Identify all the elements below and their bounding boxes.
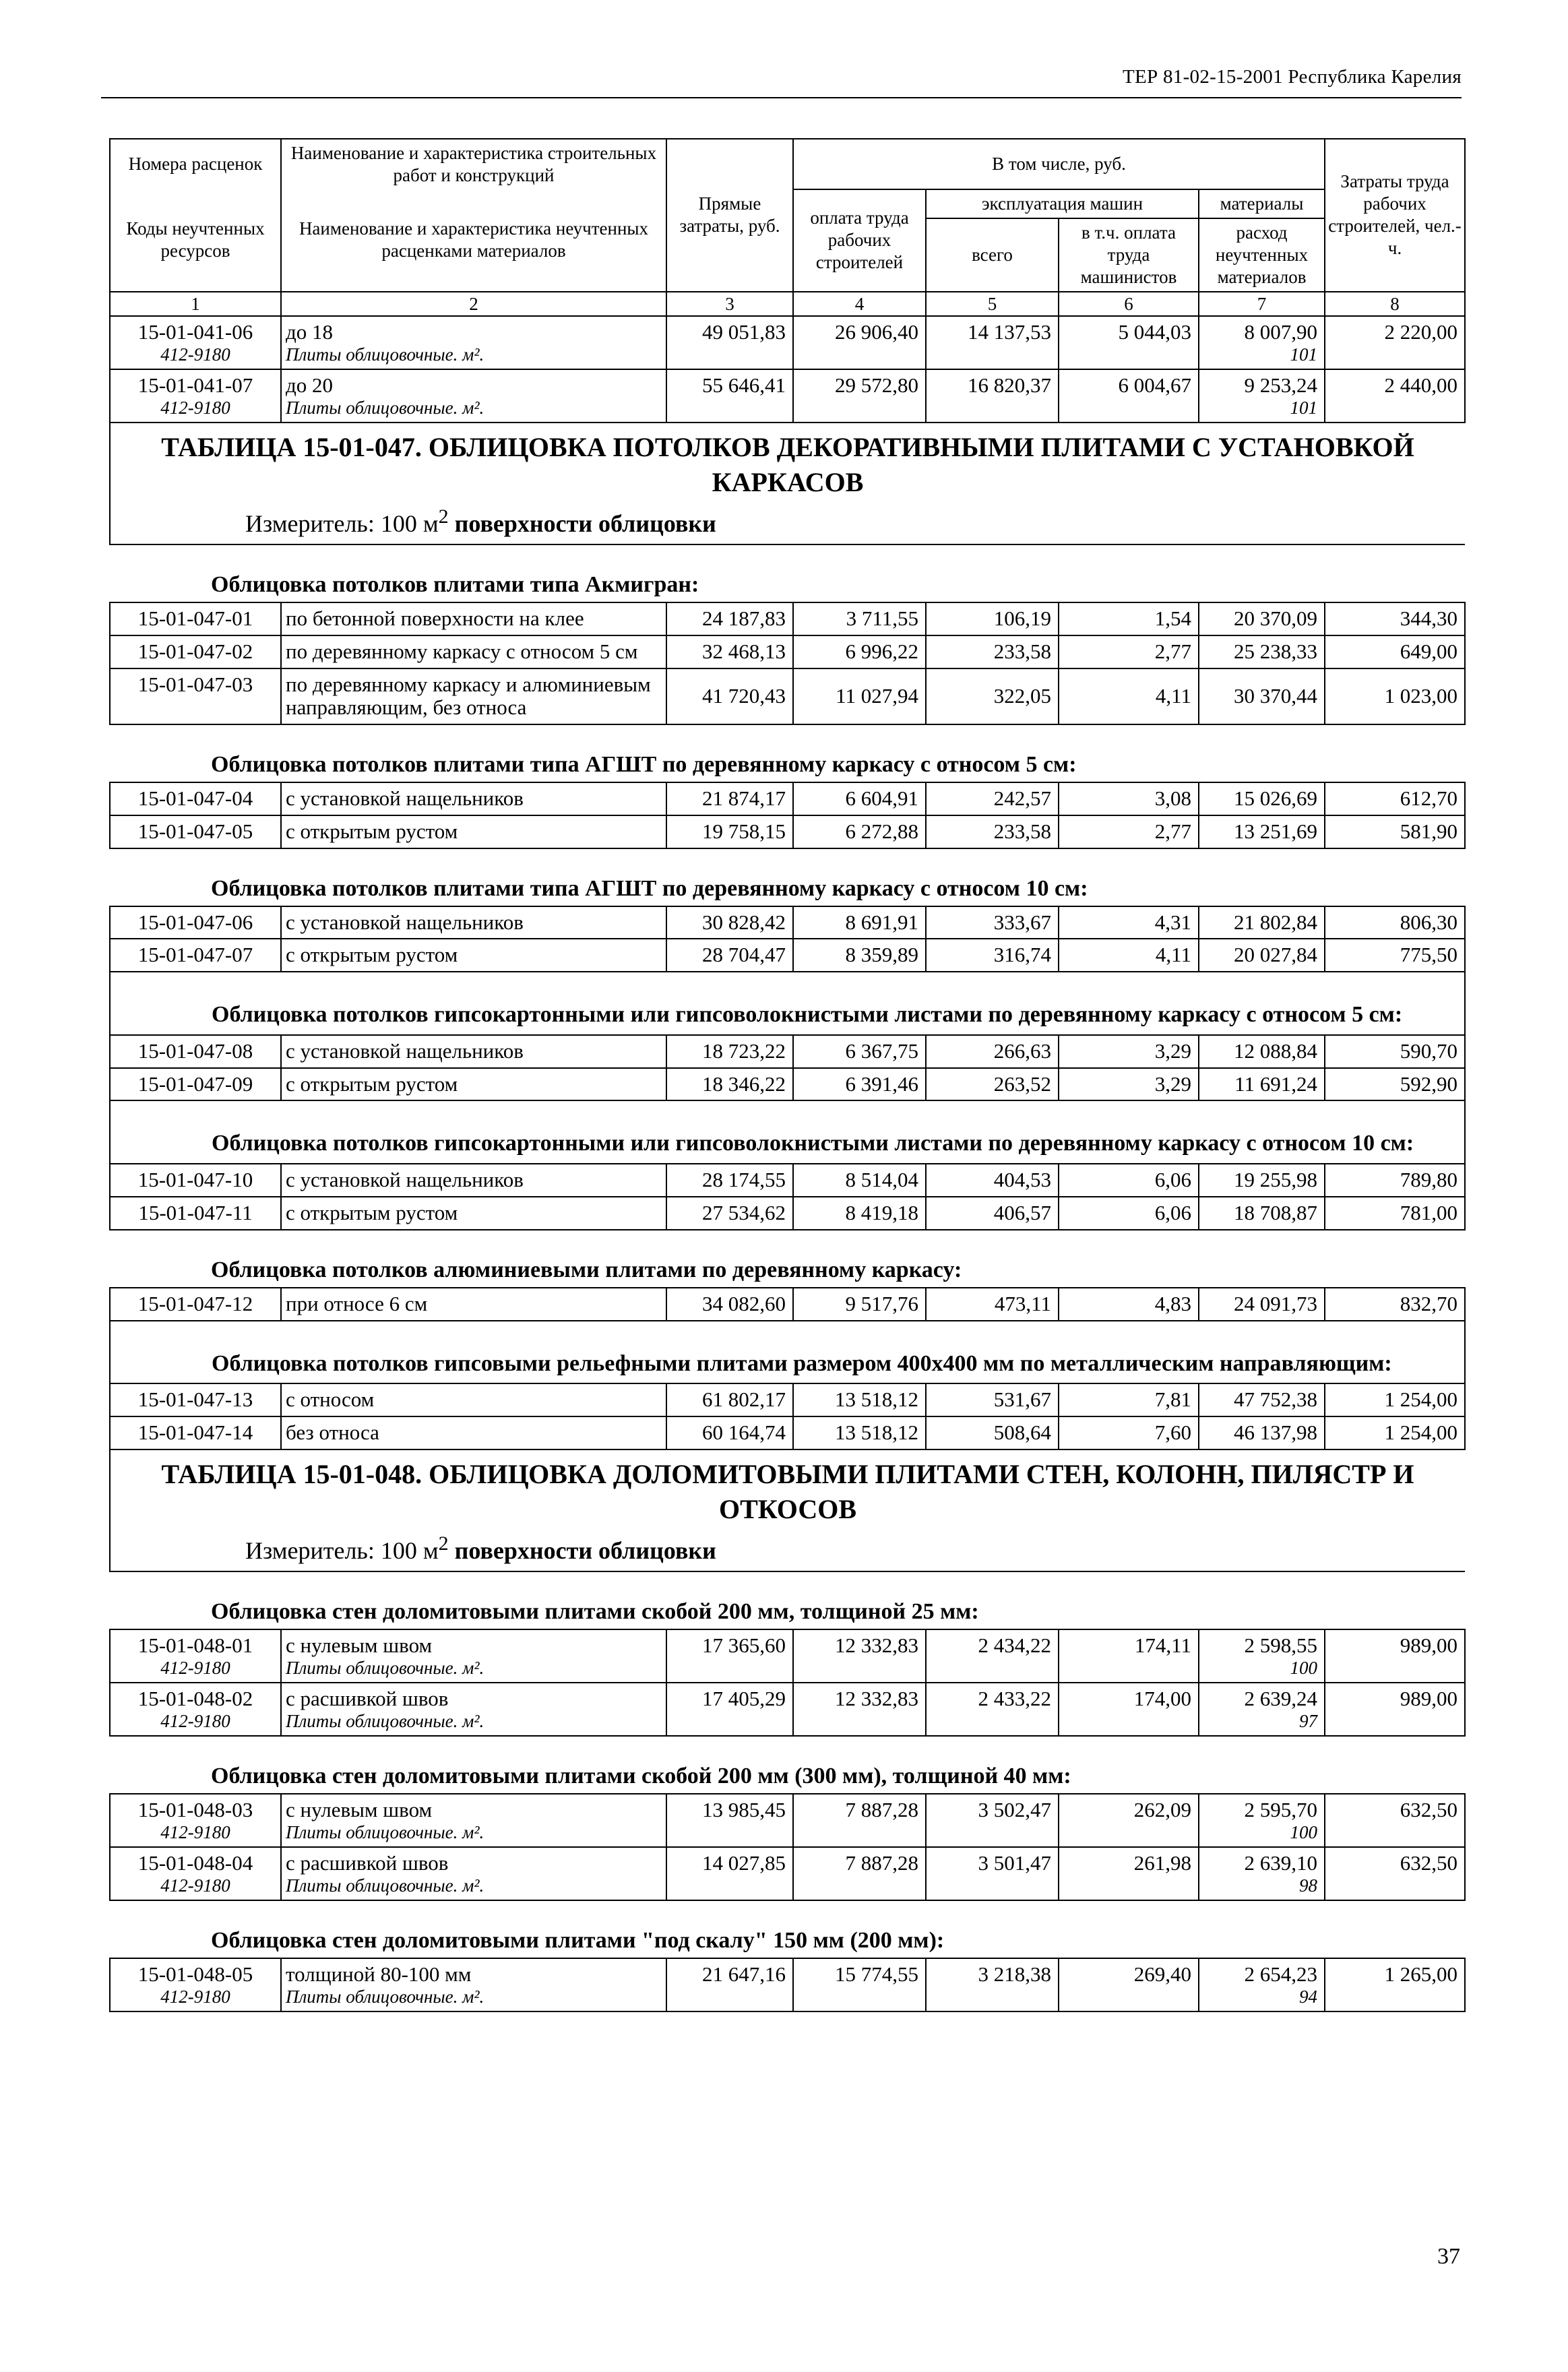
table-row [110, 1035, 1465, 1068]
rate-code: 15-01-047-14 [110, 1416, 281, 1449]
group-heading: Облицовка потолков алюминиевыми плитами по деревянному каркасу: [110, 1230, 1465, 1288]
rate-code: 15-01-047-07 [110, 939, 281, 972]
cell-mach-wages: 4,11 [1059, 939, 1199, 972]
cell-direct: 27 534,62 [666, 1197, 793, 1230]
group-heading: Облицовка стен доломитовыми плитами скобой 200 мм (300 мм), толщиной 40 мм: [110, 1736, 1465, 1794]
rate-code: 15-01-048-05 [137, 1962, 253, 1987]
cell-mach-total: 106,19 [926, 602, 1059, 635]
cell-materials: 24 091,73 [1199, 1288, 1325, 1321]
cell-mach-wages: 269,40 [1059, 1958, 1199, 2011]
rate-code: 15-01-047-04 [110, 782, 281, 815]
group-row [110, 1100, 1465, 1164]
cell-direct: 60 164,74 [666, 1416, 793, 1449]
resource-code: 412-9180 [160, 1821, 230, 1842]
cell-mach-total: 473,11 [926, 1288, 1059, 1321]
cell-mach-total: 322,05 [926, 668, 1059, 724]
cell-materials: 2 595,70 [1244, 1798, 1318, 1822]
measure-row [110, 500, 1465, 544]
header-labor: Затраты труда рабочих строителей, чел.-ч. [1325, 139, 1465, 292]
cell-direct: 49 051,83 [666, 316, 793, 369]
resource-code: 412-9180 [160, 1875, 230, 1896]
work-name: с установкой нащельников [281, 1164, 666, 1197]
group-heading: Облицовка потолков плитами типа АГШТ по деревянному каркасу с относом 10 см: [110, 848, 1465, 906]
cell-mach-wages: 261,98 [1059, 1847, 1199, 1900]
cell-materials: 46 137,98 [1199, 1416, 1325, 1449]
cell-mach-total: 316,74 [926, 939, 1059, 972]
rate-code: 15-01-041-07 [137, 373, 253, 397]
cell-materials: 20 027,84 [1199, 939, 1325, 972]
cell-direct: 28 174,55 [666, 1164, 793, 1197]
cell-wages: 6 272,88 [793, 815, 926, 848]
table-title-row [110, 423, 1465, 500]
col-num: 7 [1199, 292, 1325, 316]
group-row [110, 1230, 1465, 1288]
cell-labor: 781,00 [1325, 1197, 1465, 1230]
cell-mach-total: 2 434,22 [926, 1629, 1059, 1683]
material-qty: 100 [1290, 1657, 1318, 1678]
group-heading: Облицовка потолков гипсокартонными или гипсоволокнистыми листами по деревянному каркасу с относом 5 см: [110, 972, 1465, 1035]
col-num: 6 [1059, 292, 1199, 316]
material-qty: 94 [1299, 1986, 1318, 2007]
cell-materials: 8 007,90 [1244, 319, 1318, 344]
cell-mach-total: 2 433,22 [926, 1683, 1059, 1736]
work-name: с расшивкой швов [286, 1851, 449, 1875]
cell-mach-total: 508,64 [926, 1416, 1059, 1449]
cell-wages: 6 604,91 [793, 782, 926, 815]
cell-wages: 9 517,76 [793, 1288, 926, 1321]
cell-direct: 19 758,15 [666, 815, 793, 848]
cell-mach-wages: 2,77 [1059, 815, 1199, 848]
resource-code: 412-9180 [160, 397, 230, 418]
table-row [110, 1958, 1465, 2011]
cell-materials: 30 370,44 [1199, 668, 1325, 724]
col-num: 1 [110, 292, 281, 316]
cell-mach-wages: 4,83 [1059, 1288, 1199, 1321]
rate-code: 15-01-047-12 [110, 1288, 281, 1321]
table-row [110, 1683, 1465, 1736]
cell-materials: 2 639,10 [1244, 1851, 1318, 1875]
table-row [110, 1068, 1465, 1101]
table-row [110, 1794, 1465, 1847]
cell-direct: 21 874,17 [666, 782, 793, 815]
cell-materials: 13 251,69 [1199, 815, 1325, 848]
cell-direct: 14 027,85 [666, 1847, 793, 1900]
col-num: 5 [926, 292, 1059, 316]
cell-materials: 47 752,38 [1199, 1383, 1325, 1416]
cell-wages: 8 514,04 [793, 1164, 926, 1197]
cell-labor: 775,50 [1325, 939, 1465, 972]
cell-wages: 29 572,80 [793, 369, 926, 423]
cell-labor: 344,30 [1325, 602, 1465, 635]
cell-wages: 15 774,55 [793, 1958, 926, 2011]
work-name: толщиной 80-100 мм [286, 1962, 472, 1987]
cell-mach-total: 406,57 [926, 1197, 1059, 1230]
cell-wages: 13 518,12 [793, 1416, 926, 1449]
header-materials: материалы [1199, 189, 1325, 218]
price-table-page [109, 138, 1464, 2012]
work-name: с относом [281, 1383, 666, 1416]
cell-mach-wages: 1,54 [1059, 602, 1199, 635]
cell-labor: 649,00 [1325, 635, 1465, 668]
material-qty: 97 [1299, 1710, 1318, 1731]
table-row [110, 939, 1465, 972]
rate-code: 15-01-047-10 [110, 1164, 281, 1197]
rate-code: 15-01-047-01 [110, 602, 281, 635]
group-heading: Облицовка потолков плитами типа АГШТ по деревянному каркасу с относом 5 см: [110, 724, 1465, 782]
cell-direct: 32 468,13 [666, 635, 793, 668]
resource-code: 412-9180 [160, 1710, 230, 1731]
cell-mach-wages: 6,06 [1059, 1197, 1199, 1230]
cell-wages: 13 518,12 [793, 1383, 926, 1416]
table-title-row [110, 1449, 1465, 1527]
cell-direct: 17 405,29 [666, 1683, 793, 1736]
cell-labor: 1 254,00 [1325, 1383, 1465, 1416]
cell-materials: 21 802,84 [1199, 906, 1325, 939]
cell-materials: 9 253,24 [1244, 373, 1318, 397]
cell-labor: 1 254,00 [1325, 1416, 1465, 1449]
header-mach-wages: в т.ч. оплата труда машинистов [1059, 218, 1199, 292]
work-name: до 20 [286, 373, 334, 397]
rate-code: 15-01-047-13 [110, 1383, 281, 1416]
table-row [110, 1288, 1465, 1321]
cell-materials: 18 708,87 [1199, 1197, 1325, 1230]
cell-materials: 2 654,23 [1244, 1962, 1318, 1987]
cell-labor: 989,00 [1325, 1683, 1465, 1736]
header-mach-total: всего [926, 218, 1059, 292]
material-name: Плиты облицовочные. м². [286, 344, 484, 365]
cell-mach-total: 233,58 [926, 635, 1059, 668]
rate-code: 15-01-047-05 [110, 815, 281, 848]
cell-mach-total: 3 501,47 [926, 1847, 1059, 1900]
group-heading: Облицовка потолков плитами типа Акмигран: [110, 544, 1465, 602]
table-row [110, 369, 1465, 423]
header-name-a: Наименование и характеристика строительных работ и конструкций [281, 139, 666, 189]
col-num: 8 [1325, 292, 1465, 316]
header-wages: оплата труда рабочих строителей [793, 189, 926, 292]
cell-labor: 632,50 [1325, 1847, 1465, 1900]
material-name: Плиты облицовочные. м². [286, 397, 484, 418]
cell-direct: 18 723,22 [666, 1035, 793, 1068]
cell-labor: 1 265,00 [1325, 1958, 1465, 2011]
resource-code: 412-9180 [160, 344, 230, 365]
cell-direct: 30 828,42 [666, 906, 793, 939]
cell-labor: 1 023,00 [1325, 668, 1465, 724]
cell-mach-total: 242,57 [926, 782, 1059, 815]
material-name: Плиты облицовочные. м². [286, 1821, 484, 1842]
cell-mach-total: 233,58 [926, 815, 1059, 848]
cell-direct: 61 802,17 [666, 1383, 793, 1416]
cell-materials: 2 639,24 [1244, 1687, 1318, 1711]
cell-mach-wages: 262,09 [1059, 1794, 1199, 1847]
material-name: Плиты облицовочные. м². [286, 1986, 484, 2007]
table-row [110, 602, 1465, 635]
cell-labor: 581,90 [1325, 815, 1465, 848]
work-name: с установкой нащельников [281, 782, 666, 815]
table-row [110, 1416, 1465, 1449]
cell-wages: 7 887,28 [793, 1847, 926, 1900]
group-heading: Облицовка потолков гипсовыми рельефными плитами размером 400х400 мм по металлическим направляющим: [110, 1321, 1465, 1384]
table-header-row [110, 139, 1465, 189]
table-row [110, 316, 1465, 369]
cell-wages: 3 711,55 [793, 602, 926, 635]
work-name: с открытым рустом [281, 939, 666, 972]
group-row [110, 544, 1465, 602]
cell-wages: 6 996,22 [793, 635, 926, 668]
rate-code: 15-01-041-06 [137, 319, 253, 344]
cell-direct: 24 187,83 [666, 602, 793, 635]
cell-labor: 590,70 [1325, 1035, 1465, 1068]
cell-labor: 2 220,00 [1325, 316, 1465, 369]
rate-code: 15-01-048-03 [137, 1798, 253, 1822]
rate-code: 15-01-047-11 [110, 1197, 281, 1230]
table-row [110, 635, 1465, 668]
cell-mach-total: 3 502,47 [926, 1794, 1059, 1847]
group-row [110, 1571, 1465, 1629]
rate-code: 15-01-047-09 [110, 1068, 281, 1101]
work-name: по деревянному каркасу и алюминиевым направляющим, без относа [281, 668, 666, 724]
table-row [110, 1629, 1465, 1683]
cell-wages: 8 359,89 [793, 939, 926, 972]
cell-labor: 806,30 [1325, 906, 1465, 939]
cell-mach-wages: 174,00 [1059, 1683, 1199, 1736]
header-incl: В том числе, руб. [793, 139, 1325, 189]
work-name: с нулевым швом [286, 1798, 433, 1822]
running-header: ТЕР 81-02-15-2001 Республика Карелия [1122, 66, 1462, 88]
work-name: с открытым рустом [281, 1197, 666, 1230]
material-qty: 100 [1290, 1821, 1318, 1842]
cell-materials: 15 026,69 [1199, 782, 1325, 815]
cell-mach-wages: 4,11 [1059, 668, 1199, 724]
group-row [110, 1736, 1465, 1794]
cell-wages: 8 419,18 [793, 1197, 926, 1230]
header-code-a: Номера расценок [110, 139, 281, 189]
cell-labor: 989,00 [1325, 1629, 1465, 1683]
work-name: при относе 6 см [281, 1288, 666, 1321]
material-name: Плиты облицовочные. м². [286, 1710, 484, 1731]
cell-direct: 18 346,22 [666, 1068, 793, 1101]
col-num: 2 [281, 292, 666, 316]
cell-wages: 26 906,40 [793, 316, 926, 369]
cell-direct: 55 646,41 [666, 369, 793, 423]
cell-wages: 12 332,83 [793, 1683, 926, 1736]
measure-unit: Измеритель: 100 $м^2$ поверхности облицовки [110, 500, 1465, 544]
cell-materials: 11 691,24 [1199, 1068, 1325, 1101]
resource-code: 412-9180 [160, 1986, 230, 2007]
work-name: с открытым рустом [281, 1068, 666, 1101]
cell-mach-total: 16 820,37 [926, 369, 1059, 423]
cell-mach-wages: 174,11 [1059, 1629, 1199, 1683]
work-name: с установкой нащельников [281, 1035, 666, 1068]
cell-mach-wages: 2,77 [1059, 635, 1199, 668]
measure-row [110, 1527, 1465, 1571]
material-name: Плиты облицовочные. м². [286, 1875, 484, 1896]
material-qty: 98 [1299, 1875, 1318, 1896]
header-direct: Прямые затраты, руб. [666, 139, 793, 292]
cell-materials: 20 370,09 [1199, 602, 1325, 635]
rate-code: 15-01-047-06 [110, 906, 281, 939]
group-heading: Облицовка потолков гипсокартонными или гипсоволокнистыми листами по деревянному каркасу с относом 10 см: [110, 1100, 1465, 1164]
cell-wages: 8 691,91 [793, 906, 926, 939]
cell-mach-wages: 3,29 [1059, 1035, 1199, 1068]
rate-code: 15-01-047-08 [110, 1035, 281, 1068]
cell-mach-total: 333,67 [926, 906, 1059, 939]
measure-unit: Измеритель: 100 $м^2$ поверхности облицовки [110, 1527, 1465, 1571]
table-row [110, 1197, 1465, 1230]
cell-direct: 21 647,16 [666, 1958, 793, 2011]
rate-code: 15-01-047-02 [110, 635, 281, 668]
cell-mach-wages: 7,60 [1059, 1416, 1199, 1449]
rate-code: 15-01-048-02 [137, 1687, 253, 1711]
col-num: 4 [793, 292, 926, 316]
cell-direct: 34 082,60 [666, 1288, 793, 1321]
material-qty: 101 [1290, 397, 1318, 418]
cell-labor: 789,80 [1325, 1164, 1465, 1197]
cell-mach-total: 14 137,53 [926, 316, 1059, 369]
header-name-b: Наименование и характеристика неучтенных расценками материалов [281, 189, 666, 292]
cell-labor: 2 440,00 [1325, 369, 1465, 423]
cell-labor: 592,90 [1325, 1068, 1465, 1101]
work-name: с нулевым швом [286, 1633, 433, 1658]
header-code-b: Коды неучтенных ресурсов [110, 189, 281, 292]
work-name: с расшивкой швов [286, 1687, 449, 1711]
table-row [110, 1383, 1465, 1416]
column-number-row [110, 292, 1465, 316]
group-heading: Облицовка стен доломитовыми плитами "под скалу" 150 мм (200 мм): [110, 1900, 1465, 1958]
cell-labor: 612,70 [1325, 782, 1465, 815]
cell-materials: 12 088,84 [1199, 1035, 1325, 1068]
work-name: без относа [281, 1416, 666, 1449]
cell-wages: 6 391,46 [793, 1068, 926, 1101]
cell-mach-total: 531,67 [926, 1383, 1059, 1416]
cell-mach-total: 3 218,38 [926, 1958, 1059, 2011]
rate-code: 15-01-047-03 [110, 668, 281, 724]
group-row [110, 1900, 1465, 1958]
price-table [109, 138, 1466, 2012]
group-row [110, 1321, 1465, 1384]
cell-direct: 13 985,45 [666, 1794, 793, 1847]
header-rule [101, 97, 1462, 98]
col-num: 3 [666, 292, 793, 316]
page-number: 37 [1437, 2244, 1460, 2269]
work-name: по деревянному каркасу с относом 5 см [281, 635, 666, 668]
table-title: ТАБЛИЦА 15-01-048. ОБЛИЦОВКА ДОЛОМИТОВЫМИ ПЛИТАМИ СТЕН, КОЛОНН, ПИЛЯСТР И ОТКОСОВ [110, 1449, 1465, 1527]
cell-mach-wages: 7,81 [1059, 1383, 1199, 1416]
cell-materials: 2 598,55 [1244, 1633, 1318, 1658]
header-machines: эксплуатация машин [926, 189, 1199, 218]
work-name: с установкой нащельников [281, 906, 666, 939]
group-row [110, 848, 1465, 906]
cell-direct: 17 365,60 [666, 1629, 793, 1683]
rate-code: 15-01-048-04 [137, 1851, 253, 1875]
cell-materials: 25 238,33 [1199, 635, 1325, 668]
group-heading: Облицовка стен доломитовыми плитами скобой 200 мм, толщиной 25 мм: [110, 1571, 1465, 1629]
cell-mach-wages: 3,29 [1059, 1068, 1199, 1101]
table-row [110, 782, 1465, 815]
table-row [110, 668, 1465, 724]
cell-mach-wages: 4,31 [1059, 906, 1199, 939]
table-row [110, 906, 1465, 939]
cell-wages: 7 887,28 [793, 1794, 926, 1847]
work-name: до 18 [286, 319, 334, 344]
cell-mach-wages: 6 004,67 [1059, 369, 1199, 423]
material-qty: 101 [1290, 344, 1318, 365]
cell-labor: 832,70 [1325, 1288, 1465, 1321]
table-row [110, 1847, 1465, 1900]
cell-mach-wages: 3,08 [1059, 782, 1199, 815]
group-row [110, 724, 1465, 782]
header-mat-unaccounted: расход неучтенных материалов [1199, 218, 1325, 292]
cell-mach-wages: 6,06 [1059, 1164, 1199, 1197]
cell-wages: 11 027,94 [793, 668, 926, 724]
cell-mach-total: 266,63 [926, 1035, 1059, 1068]
cell-mach-wages: 5 044,03 [1059, 316, 1199, 369]
cell-direct: 41 720,43 [666, 668, 793, 724]
table-row [110, 815, 1465, 848]
resource-code: 412-9180 [160, 1657, 230, 1678]
material-name: Плиты облицовочные. м². [286, 1657, 484, 1678]
cell-wages: 12 332,83 [793, 1629, 926, 1683]
rate-code: 15-01-048-01 [137, 1633, 253, 1658]
work-name: по бетонной поверхности на клее [281, 602, 666, 635]
cell-materials: 19 255,98 [1199, 1164, 1325, 1197]
table-title: ТАБЛИЦА 15-01-047. ОБЛИЦОВКА ПОТОЛКОВ ДЕКОРАТИВНЫМИ ПЛИТАМИ С УСТАНОВКОЙ КАРКАСОВ [110, 423, 1465, 500]
cell-mach-total: 404,53 [926, 1164, 1059, 1197]
group-row [110, 972, 1465, 1035]
table-row [110, 1164, 1465, 1197]
work-name: с открытым рустом [281, 815, 666, 848]
cell-wages: 6 367,75 [793, 1035, 926, 1068]
cell-labor: 632,50 [1325, 1794, 1465, 1847]
cell-direct: 28 704,47 [666, 939, 793, 972]
cell-mach-total: 263,52 [926, 1068, 1059, 1101]
